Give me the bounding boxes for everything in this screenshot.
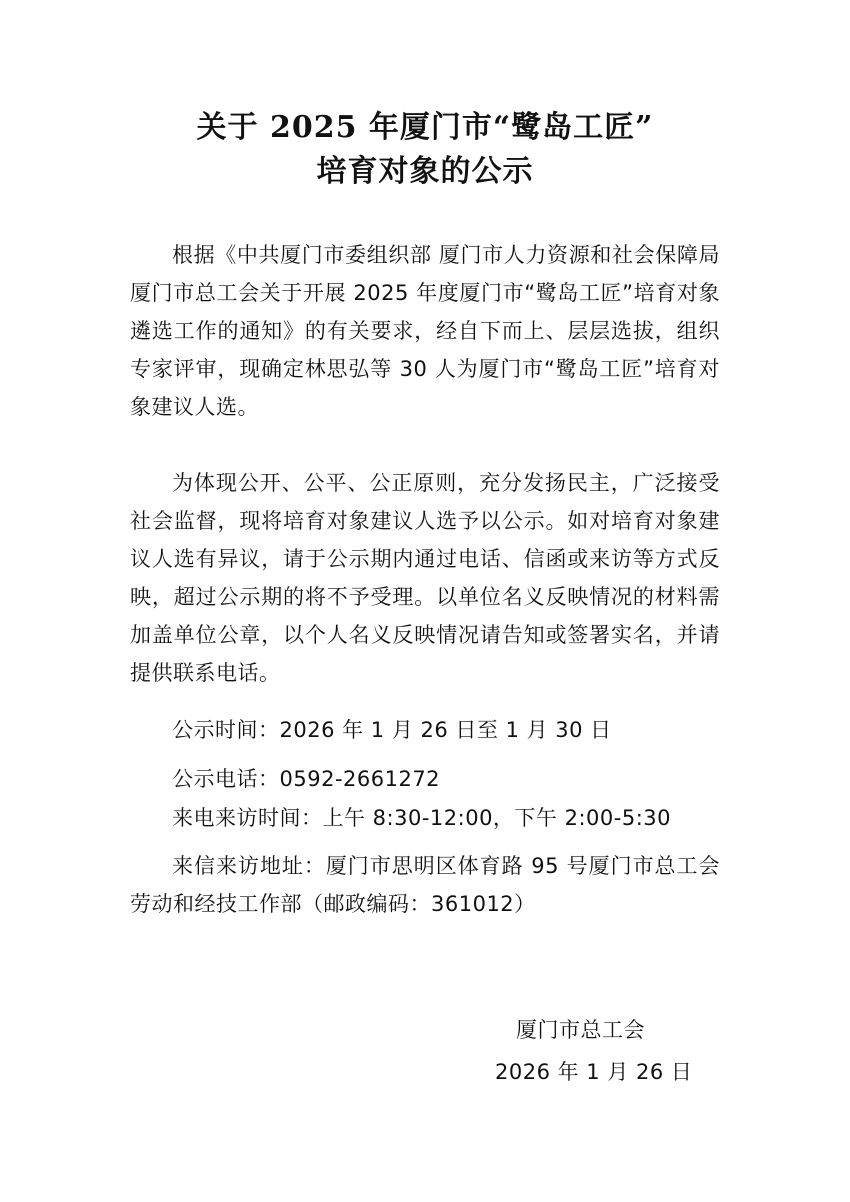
document-title-line-1: 关于 2025 年厦门市“鹭岛工匠”: [196, 110, 654, 145]
notice-period: 公示时间：2026 年 1 月 26 日至 1 月 30 日: [172, 718, 612, 742]
body-paragraph-2: [130, 464, 720, 692]
paragraph-2-text: 为体现公开、公平、公正原则，充分发扬民主，广泛接受社会监督，现将培育对象建议人选予以公示。如对培育对象建议人选有异议，请于公示期内通过电话、信函或来访等方式反映，超过公示期的将不予受理。以单位名义反映情况的材料需加盖单位公章，以个人名义反映情况请告知或签署实名，并请提供联系电话。: [130, 471, 720, 685]
paragraph-1-text: 根据《中共厦门市委组织部 厦门市人力资源和社会保障局 厦门市总工会关于开展 2025 年度厦门市“鹭岛工匠”培育对象遴选工作的通知》的有关要求，经自下而上、层层选拔，组织专家评审，现确定林思弘等 30 人为厦门市“鹭岛工匠”培育对象建议人选。: [130, 243, 720, 419]
notice-phone: 公示电话：0592-2661272: [172, 767, 441, 791]
signature-organization: 厦门市总工会: [516, 1018, 645, 1042]
signature-date: 2026 年 1 月 26 日: [495, 1060, 693, 1084]
document-title-line-2: 培育对象的公示: [316, 154, 534, 189]
visit-hours: 来电来访时间：上午 8:30-12:00，下午 2:00-5:30: [172, 806, 671, 830]
body-paragraph-1: [130, 236, 720, 426]
visit-address: 来信来访地址：厦门市思明区体育路 95 号厦门市总工会劳动和经技工作部（邮政编码：361012）: [130, 854, 720, 916]
